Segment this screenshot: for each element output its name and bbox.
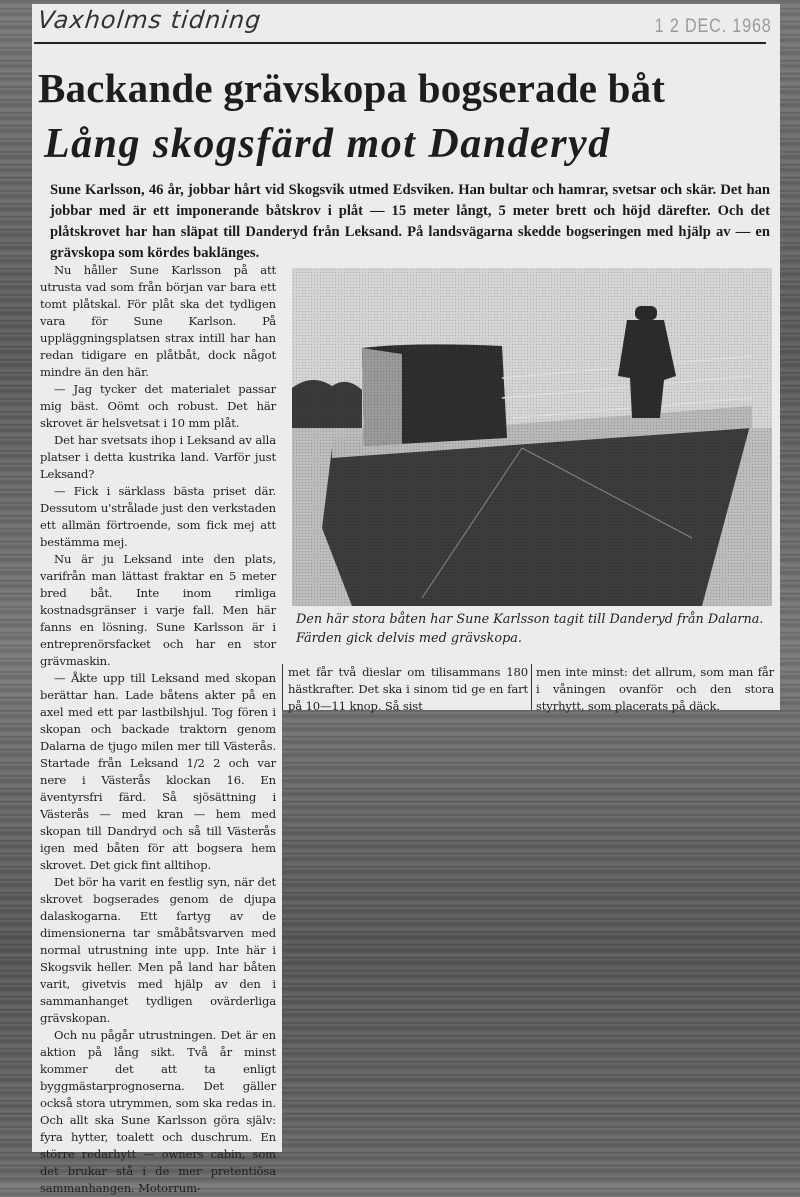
body-column	[40, 262, 276, 1197]
body-paragraph: Nu är ju Leksand inte den plats, varifrån man lättast fraktar en 5 meter bred båt. Inte inom rimliga kostnadsgränser i varje fall. Men här fanns en lösning. Sune Karlsson är i entreprenörsfacket och har en stor grävmaskin.	[40, 552, 276, 668]
column-divider	[531, 664, 532, 710]
body-paragraph: — Jag tycker det materialet passar mig bäst. Oömt och robust. Det här skrovet är helsvetsat i 10 mm plåt.	[40, 382, 276, 430]
boat-photo-illustration	[292, 268, 772, 606]
body-paragraph: Nu håller Sune Karlsson på att utrusta vad som från början var bara ett tomt plåtskal. För plåt ska det tydligen vara för Sune Karlson. På uppläggningsplatsen strax intill har han redan tidigare en plåtbåt, dock något mindre än den här.	[40, 263, 276, 379]
halftone-screen	[292, 268, 772, 606]
body-paragraph: — Åkte upp till Leksand med skopan berättar han. Lade båtens akter på en axel med ett par lastbilshjul. Tog fören i skopan och backade traktorn genom Dalarna de tjugo milen mer till Västerås. Startade från Leksand 1/2 2 och var nere i Västerås klockan 16. En äventyrsfri färd. Så sjösättning i Västerås — med kran — hem med skopan till Dandryd och så till Västerås igen med båten för att bogsera hem skrovet. Det gick fint alltihop.	[40, 671, 276, 872]
lead-paragraph: Sune Karlsson, 46 år, jobbar hårt vid Skogsvik utmed Edsviken. Han bultar och hamrar, svetsar och skär. Det han jobbar med är ett imponerande båtskrov i plåt — 15 meter långt, 5 meter brett och höjd därefter. Och det plåtskrovet har han släpat till Danderyd från Leksand. På landsvägarna skedde bogseringen med hjälp av — en grävskopa som kördes baklänges.	[50, 182, 770, 261]
continuation-column-2: men inte minst: det allrum, som man får i våningen ovanför och den stora styrhytt, som placerats på däck.	[536, 665, 774, 713]
body-paragraph: — Fick i särklass bästa priset där. Dessutom u'strålade just den verkstaden ett allmän förtroende, som fick mej att bestämma mej.	[40, 484, 276, 549]
body-paragraph: Och nu pågår utrustningen. Det är en aktion på lång sikt. Två år minst kommer det att ta enligt byggmästarprognoserna. Det gäller också stora utrymmen, som ska redas in. Och allt ska Sune Karlsson göra själv: fyra hytter, toalett och duschrum. En större redarhytt — owners cabin, som det brukar stå i de mer pretentiösa sammanhangen. Motorrum-	[40, 1028, 276, 1195]
column-divider	[282, 664, 283, 710]
body-paragraph: Det bör ha varit en festlig syn, när det skrovet bogserades genom de djupa dalaskogarna. Ett fartyg av de dimensionerna tar småbåtsvarven med normal utrustning inte upp. Inte här i Skogsvik heller. Men på land har båten varit, givetvis med hjälp av den i sammanhanget tydligen ovärderliga grävskopan.	[40, 875, 276, 1025]
header-rule	[34, 42, 766, 44]
photo-caption: Den här stora båten har Sune Karlsson tagit till Danderyd från Dalarna. Färden gick delvis med grävskopa.	[296, 612, 764, 646]
headline: Backande grävskopa bogserade båt	[38, 65, 666, 111]
boat-photo	[292, 268, 772, 606]
handwritten-source-label: Vaxholms tidning	[36, 6, 263, 34]
subheadline: Lång skogsfärd mot Danderyd	[44, 121, 611, 167]
continuation-column-1: met får två dieslar om tilisammans 180 hästkrafter. Det ska i sinom tid ge en fart på 10—11 knop. Så sist	[288, 665, 528, 713]
body-paragraph: Det har svetsats ihop i Leksand av alla platser i detta kustrika land. Varför just Leksand?	[40, 433, 276, 481]
date-stamp: 1 2 DEC. 1968	[655, 16, 772, 37]
